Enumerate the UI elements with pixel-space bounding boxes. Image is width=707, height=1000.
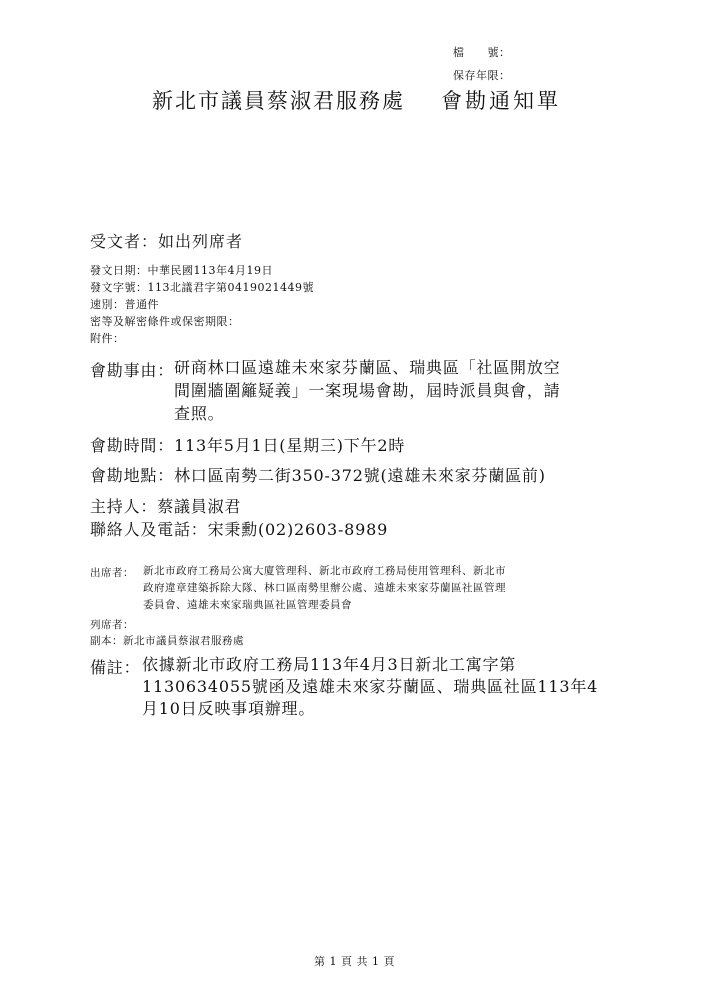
contact-line: 聯絡人及電話：宋秉勳(02)2603-8989	[90, 520, 389, 539]
remarks-line: 1130634055號函及遠雄未來家芬蘭區、瑞典區社區113年4	[142, 677, 599, 696]
attendees-line: 委員會、遠雄未來家瑞典區社區管理委員會	[143, 599, 352, 611]
remarks-section	[90, 655, 598, 720]
subject-line: 間圍牆圍籬疑義」一案現場會勘，屆時派員與會，請	[174, 381, 561, 400]
document-number: 發文字號：113北議君字第0419021449號	[90, 281, 314, 294]
subject-section	[90, 358, 560, 425]
remarks-label: 備註：	[90, 658, 141, 677]
page-number: 第 1 頁 共 1 頁	[314, 955, 395, 968]
issue-date: 發文日期：中華民國113年4月19日	[90, 264, 273, 277]
copy-line: 副本：新北市議員蔡淑君服務處	[90, 635, 244, 647]
subject-line: 研商林口區遠雄未來家芬蘭區、瑞典區「社區開放空	[174, 358, 561, 377]
document-type-title: 會勘通知單	[441, 89, 561, 113]
attendees-section	[90, 565, 506, 614]
archive-number-label: 檔 號：	[453, 46, 511, 59]
recipient-line: 受文者：如出列席者	[90, 232, 244, 251]
attendees-line: 政府違章建築拆除大隊、林口區南勢里辦公處、遠雄未來家芬蘭區社區管理	[143, 582, 506, 594]
subject-label: 會勘事由：	[90, 361, 175, 380]
subject-line: 查照。	[174, 404, 225, 423]
remarks-line: 月10日反映事項辦理。	[142, 699, 316, 718]
office-title: 新北市議員蔡淑君服務處	[152, 89, 405, 113]
attendees-line: 新北市政府工務局公寓大廈管理科、新北市政府工務局使用管理科、新北市	[143, 565, 506, 577]
attachment-line: 附件：	[90, 332, 125, 345]
remarks-line: 依據新北市政府工務局113年4月3日新北工寓字第	[142, 655, 517, 674]
classification-line: 密等及解密條件或保密期限：	[90, 315, 240, 328]
attendees-label: 出席者：	[90, 567, 134, 579]
inspection-place: 會勘地點：林口區南勢二街350-372號(遠雄未來家芬蘭區前)	[90, 466, 546, 485]
retention-period-label: 保存年限：	[453, 69, 511, 82]
delivery-speed: 速別：普通件	[90, 298, 159, 311]
observers-line: 列席者：	[90, 619, 134, 631]
host-line: 主持人：蔡議員淑君	[90, 497, 242, 516]
inspection-time: 會勘時間：113年5月1日(星期三)下午2時	[90, 436, 406, 455]
